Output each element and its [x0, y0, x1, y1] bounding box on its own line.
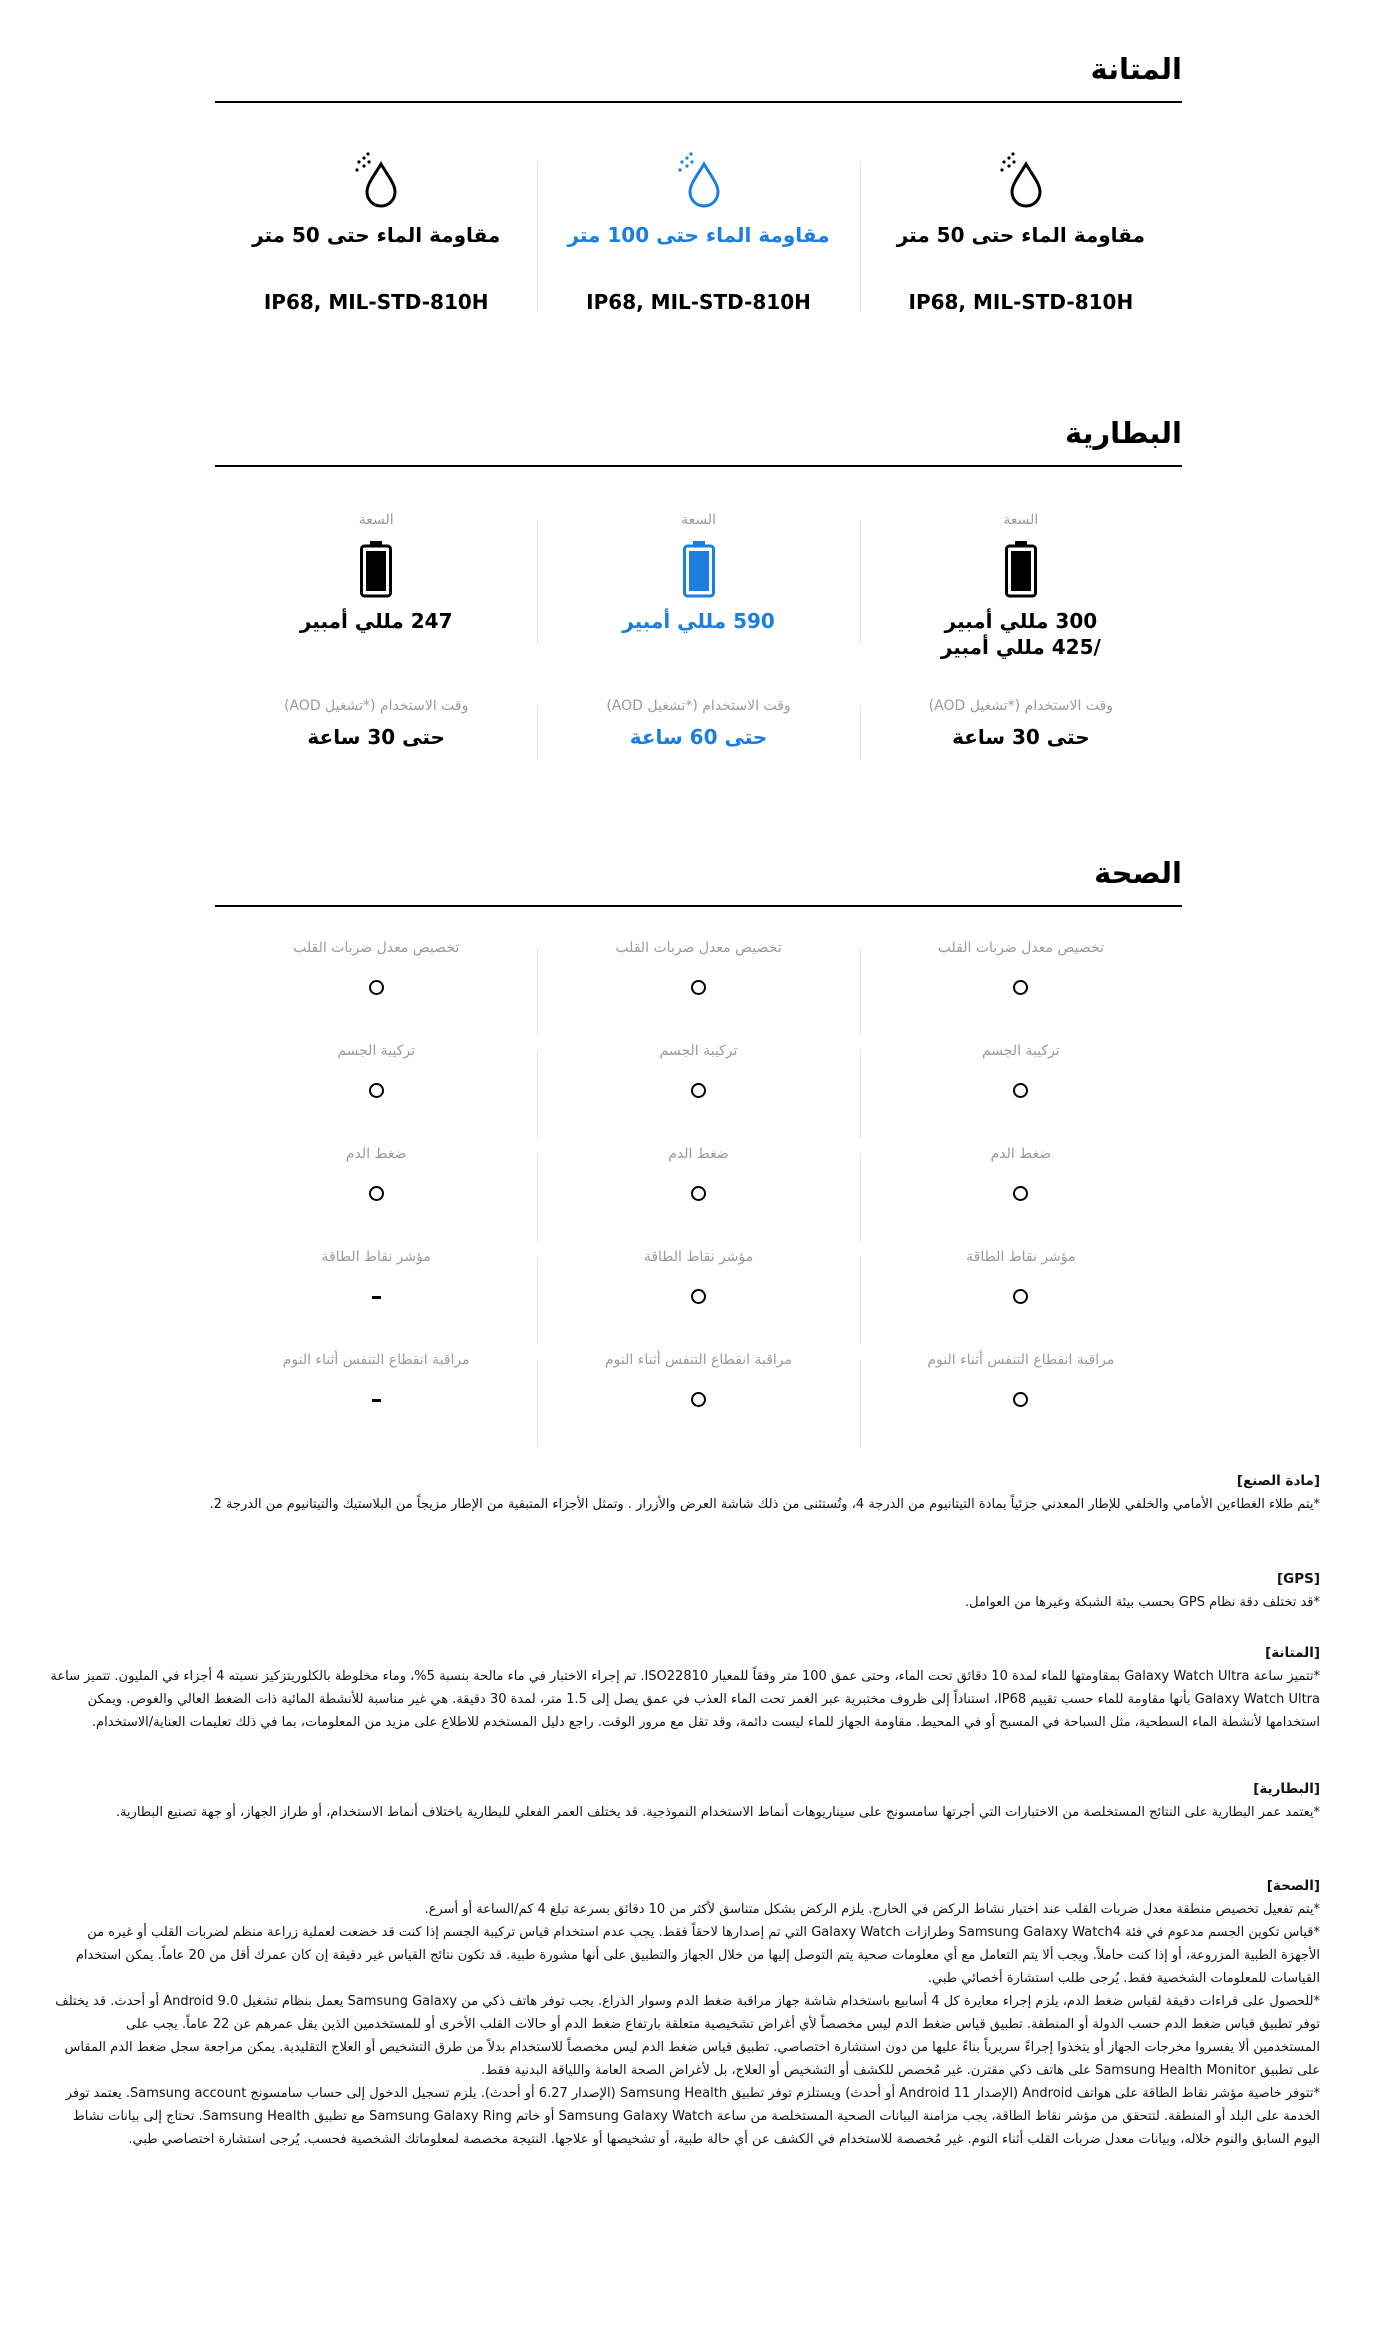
- health-feature-row: [215, 940, 1182, 1043]
- capacity-label: السعة: [681, 512, 716, 528]
- durability-spec: IP68, MIL-STD-810H: [263, 290, 489, 314]
- health-feature-label: تركيبة الجسم: [981, 1043, 1060, 1059]
- health-feature-row: [215, 1352, 1182, 1455]
- health-feature-cell: [860, 1146, 1182, 1249]
- durability-col: [860, 152, 1182, 322]
- battery-title: البطارية: [1065, 416, 1182, 450]
- usage-col: [537, 698, 859, 768]
- health-feature-label: ضغط الدم: [345, 1146, 407, 1162]
- health-feature-label: تخصيص معدل ضربات القلب: [615, 940, 782, 956]
- supported-circle-icon: [369, 1186, 384, 1201]
- health-feature-cell: [215, 1043, 537, 1146]
- supported-circle-icon: [369, 1083, 384, 1098]
- durability-section: [215, 48, 1182, 103]
- note-durability-head: [المتانة]: [1265, 1645, 1320, 1661]
- health-feature-cell: [215, 1352, 537, 1455]
- note-gps-line: *قد تختلف دقة نظام GPS بحسب بيئة الشبكة وغيرها من العوامل.: [964, 1595, 1320, 1610]
- supported-circle-icon: [1013, 1083, 1028, 1098]
- note-health-line: الأجهزة الطبية المزروعة، أو إذا كنت حاملاً. ويجب ألا يتم التعامل مع أي معلومات صحية يتم التوصل إليها من خلال الجهاز والتطبيق على أنها مشورة طبية. قد تكون نتائج القياس غير دقيقة إن كان عمرك أقل من 20 عاماً. يمكن استخدام: [75, 1948, 1320, 1963]
- supported-circle-icon: [1013, 1289, 1028, 1304]
- note-battery: [105, 1778, 1320, 1824]
- battery-capacity: 300 مللي أمبير: [944, 609, 1098, 633]
- durability-spec: IP68, MIL-STD-810H: [586, 290, 811, 314]
- battery-col: [860, 512, 1182, 659]
- note-health-line: توفر تطبيق قياس ضغط الدم حسب الدولة أو المنطقة. تطبيق قياس ضغط الدم ليس مخصصاً لأي أغراض تشخيصية متعلقة بارتفاع ضغط الدم أو حالات القلب الأخرى أو للمستخدمين الذين يقل عمرهم عن 22 عاماً. يجب على: [126, 2017, 1320, 2032]
- water-resistance-value: مقاومة الماء حتى 50 متر: [896, 223, 1145, 247]
- health-feature-cell: [860, 940, 1182, 1043]
- health-feature-row: [215, 1249, 1182, 1352]
- note-health-line: الخدمة على البلد أو المنطقة. لتتحقق من مؤشر نقاط الطاقة، يجب مزامنة البيانات الصحية المستخلصة من ساعة Samsung Galaxy Watch أو خاتم Samsung Galaxy Ring مع تطبيق Samsung Health. تحتاج إلى بيانات نشاط: [72, 2109, 1320, 2124]
- battery-capacity: 247 مللي أمبير: [299, 609, 453, 633]
- battery-rule: [215, 465, 1182, 467]
- note-gps: [105, 1568, 1320, 1614]
- note-health-line: القياسات للمعلومات الشخصية فقط. يُرجى طلب استشارة أخصائي طبي.: [927, 1971, 1320, 1986]
- health-feature-label: مؤشر نقاط الطاقة: [643, 1249, 754, 1265]
- not-supported-dash-icon: [372, 1296, 381, 1299]
- health-feature-row: [215, 1146, 1182, 1249]
- note-material: [105, 1470, 1320, 1516]
- note-health: [55, 1875, 1320, 2151]
- note-battery-head: [البطارية]: [1253, 1781, 1320, 1797]
- durability-col: [215, 152, 537, 322]
- health-feature-cell: [537, 1043, 859, 1146]
- battery-col: [215, 512, 537, 652]
- usage-label: وقت الاستخدام (*تشغيل AOD): [606, 698, 791, 714]
- health-feature-cell: [860, 1043, 1182, 1146]
- supported-circle-icon: [369, 980, 384, 995]
- note-health-line: المستخدمين ألا يفسروا مخرجات الجهاز أو يتخذوا إجراءً سريرياً بناءً عليها من دون استشارة اختصاصي. تطبيق قياس ضغط الدم ليس مخصصاً للاستخدام بدلاً من طرق التشخيص أو العلاج التقليدية. يمكن مراجعة سجل ضغط الدم المقاس: [64, 2040, 1320, 2055]
- battery-icon: [682, 540, 716, 598]
- usage-value: حتى 30 ساعة: [952, 725, 1090, 749]
- note-health-line: *للحصول على قراءات دقيقة لقياس ضغط الدم، يلزم إجراء معايرة كل 4 أسابيع باستخدام شاشة جهاز مراقبة ضغط الدم وسوار الذراع. يجب توفر هاتف ذكي من Samsung Galaxy يعمل بنظام تشغيل Android 9.0 أو أحدث. قد يختلف: [55, 1994, 1320, 2009]
- battery-grid: [215, 512, 1182, 768]
- usage-col: [215, 698, 537, 768]
- health-feature-cell: [860, 1352, 1182, 1455]
- note-health-head: [الصحة]: [1266, 1878, 1320, 1894]
- health-grid: [215, 940, 1182, 1455]
- note-health-line: على تطبيق Samsung Health Monitor على هاتف ذكي مقترن. غير مُخصص للكشف أو التشخيص أو العلاج، بل لأغراض الصحة العامة واللياقة البدنية فقط.: [481, 2063, 1320, 2078]
- health-feature-label: تركيبة الجسم: [659, 1043, 738, 1059]
- note-material-head: [مادة الصنع]: [1236, 1473, 1320, 1489]
- health-feature-row: [215, 1043, 1182, 1146]
- water-drop-icon: [998, 152, 1044, 210]
- water-resistance-value: مقاومة الماء حتى 100 متر: [567, 223, 830, 247]
- note-gps-head: [GPS]: [1276, 1571, 1320, 1587]
- usage-col: [860, 698, 1182, 768]
- health-feature-label: ضغط الدم: [668, 1146, 729, 1162]
- note-health-line: *يتم تفعيل تخصيص منطقة معدل ضربات القلب عند اختبار نشاط الركض في الخارج. يلزم الركض بشكل متناسق لأكثر من 10 دقائق بسرعة تبلغ 4 كم/الساعة أو أسرع.: [424, 1902, 1320, 1917]
- health-feature-cell: [537, 940, 859, 1043]
- health-feature-cell: [215, 1249, 537, 1352]
- health-feature-label: مراقبة انقطاع التنفس أثناء النوم: [605, 1352, 792, 1368]
- health-feature-label: مراقبة انقطاع التنفس أثناء النوم: [927, 1352, 1115, 1368]
- durability-grid: [215, 152, 1182, 322]
- health-section: [215, 852, 1182, 907]
- note-durability: [50, 1642, 1320, 1734]
- supported-circle-icon: [1013, 1392, 1028, 1407]
- battery-capacity: 590 مللي أمبير: [622, 609, 775, 633]
- not-supported-dash-icon: [372, 1399, 381, 1402]
- health-rule: [215, 905, 1182, 907]
- supported-circle-icon: [691, 1289, 706, 1304]
- supported-circle-icon: [1013, 1186, 1028, 1201]
- usage-label: وقت الاستخدام (*تشغيل AOD): [284, 698, 469, 714]
- battery-col: [537, 512, 859, 652]
- durability-col: [537, 152, 859, 322]
- capacity-label: السعة: [358, 512, 394, 528]
- usage-value: حتى 30 ساعة: [307, 725, 445, 749]
- health-feature-cell: [537, 1146, 859, 1249]
- note-durability-line: استخدامها لأنشطة الماء السطحية، مثل السباحة في المسبح أو في المحيط. مقاومة الجهاز للماء ليست دائمة، وقد تقل مع مرور الوقت. راجع دليل المستخدم للاطلاع على مزيد من المعلومات، بما في ذلك تعليمات العناية/الاستخدام.: [91, 1715, 1320, 1730]
- note-health-line: اليوم السابق والنوم خلاله، وبيانات معدل ضربات القلب أثناء النوم. غير مُخصصة للاستخدام في الكشف عن أي حالة طبية، أو تشخيصها أو علاجها. النتيجة مخصصة لمعلوماتك الشخصية فحسب. يُرجى استشارة اختصاصي طبي.: [128, 2132, 1320, 2147]
- health-feature-cell: [860, 1249, 1182, 1352]
- health-feature-label: مؤشر نقاط الطاقة: [966, 1249, 1076, 1265]
- health-feature-label: تخصيص معدل ضربات القلب: [293, 940, 460, 956]
- health-feature-cell: [215, 940, 537, 1043]
- health-feature-label: مراقبة انقطاع التنفس أثناء النوم: [282, 1352, 470, 1368]
- usage-value: حتى 60 ساعة: [629, 725, 768, 749]
- water-drop-icon: [676, 152, 722, 210]
- health-feature-label: مؤشر نقاط الطاقة: [321, 1249, 431, 1265]
- note-health-line: *تتوفر خاصية مؤشر نقاط الطاقة على هواتف Android (الإصدار Android 11 أو أحدث) ويستلزم توفر تطبيق Samsung Health (الإصدار 6.27 أو أحدث). يلزم تسجيل الدخول إلى حساب سامسونج Samsung account. يعتمد توفر: [65, 2086, 1320, 2101]
- water-resistance-value: مقاومة الماء حتى 50 متر: [252, 223, 501, 247]
- health-feature-label: تخصيص معدل ضربات القلب: [937, 940, 1104, 956]
- battery-capacity-alt: /425 مللي أمبير: [940, 635, 1101, 659]
- note-battery-line: *يعتمد عمر البطارية على النتائج المستخلصة من الاختبارات التي أجرتها سامسونج على سيناريوهات أنماط الاستخدام النموذجية. قد يختلف العمر الفعلي للبطارية باختلاف أنماط الاستخدام، أو طراز الجهاز، أو جهة تصنيع البطارية.: [115, 1805, 1320, 1820]
- health-feature-cell: [215, 1146, 537, 1249]
- durability-title: المتانة: [1090, 52, 1182, 86]
- usage-label: وقت الاستخدام (*تشغيل AOD): [928, 698, 1114, 714]
- health-feature-label: تركيبة الجسم: [337, 1043, 416, 1059]
- note-health-line: *قياس تكوين الجسم مدعوم في فئة Samsung Galaxy Watch4 وطرازات Galaxy Watch التي تم إصدارها لاحقاً فقط. يجب عدم استخدام قياس تركيبة الجسم إذا كنت قد خضعت لعملية زراعة منظم لضربات القلب أو غيره من: [87, 1925, 1320, 1940]
- durability-rule: [215, 101, 1182, 103]
- note-durability-line: *تتميز ساعة Galaxy Watch Ultra بمقاومتها للماء لمدة 10 دقائق تحت الماء، وحتى عمق 100 متر وفقاً للمعيار ISO22810. تم إجراء الاختبار في ماء مالحة بنسبة 5%، وماء مخلوطة بالكلوريتزكيز نسبته 4 أجزاء في المليون. تتميز ساعة: [50, 1669, 1320, 1684]
- health-feature-cell: [537, 1249, 859, 1352]
- supported-circle-icon: [691, 980, 706, 995]
- health-title: الصحة: [1094, 856, 1182, 890]
- footnotes: [50, 1470, 1320, 2170]
- note-material-line: *يتم طلاء الغطاءين الأمامي والخلفي للإطار المعدني جزئياً بمادة التيتانيوم من الدرجة 4، وتُستثنى من ذلك شاشة العرض والأزرار . وتمثل الأجزاء المتبقية من الإطار مزيجاً من البلاستيك والتيتانيوم من الدرجة 2.: [209, 1497, 1320, 1512]
- supported-circle-icon: [691, 1083, 706, 1098]
- health-feature-label: ضغط الدم: [990, 1146, 1052, 1162]
- supported-circle-icon: [691, 1392, 706, 1407]
- battery-icon: [359, 540, 393, 598]
- capacity-label: السعة: [1003, 512, 1039, 528]
- battery-icon: [1004, 540, 1038, 598]
- water-drop-icon: [353, 152, 399, 210]
- note-durability-line: Galaxy Watch Ultra بأنها مقاومة للماء حسب تقييم IP68، استناداً إلى ظروف مختبرية عبر الغمر تحت الماء العذب في عمق يصل إلى 1.5 متر، لمدة 30 دقيقة. هي غير مناسبة للأنشطة المائية ذات الضغط العالي والغوص. ويمكن: [87, 1692, 1320, 1707]
- durability-spec: IP68, MIL-STD-810H: [908, 290, 1134, 314]
- supported-circle-icon: [691, 1186, 706, 1201]
- battery-section: [215, 412, 1182, 467]
- supported-circle-icon: [1013, 980, 1028, 995]
- health-feature-cell: [537, 1352, 859, 1455]
